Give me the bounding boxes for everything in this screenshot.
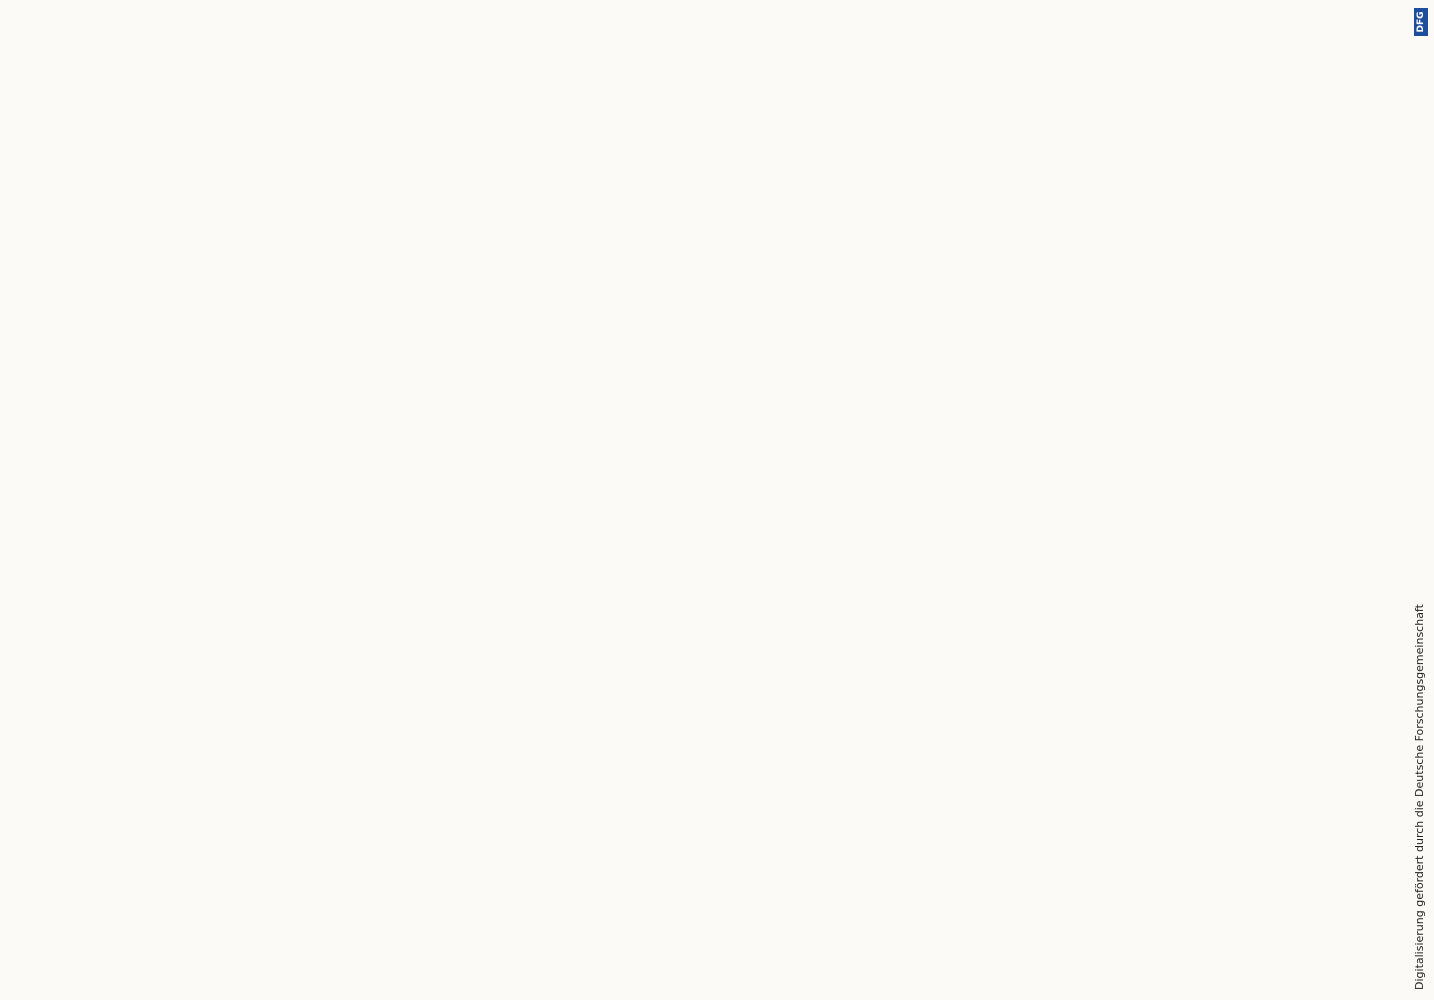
dfg-logo-text: DFG <box>1416 11 1426 33</box>
digitization-footer <box>1405 230 1431 990</box>
dfg-logo <box>1414 8 1428 36</box>
digitization-note: Digitalisierung gefördert durch die Deutsche Forschungsgemeinschaft <box>1413 604 1426 990</box>
